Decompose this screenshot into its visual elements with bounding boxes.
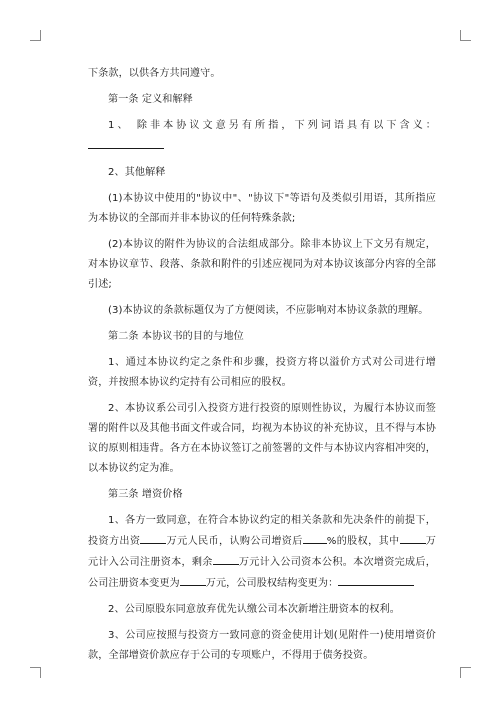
definitions-text: 1、 除非本协议文意另有所指，下列词语具有以下含义： xyxy=(108,120,436,131)
paragraph-other-interpretation: 2、其他解释 xyxy=(108,167,166,178)
article-3-heading: 第三条 增资价格 xyxy=(108,489,183,500)
blank-investment-amount xyxy=(140,531,166,544)
paragraph-purpose-2: 2、本协议系公司引入投资方进行投资的原则性协议，为履行本协议而签署的附件以及其他书面文件或合同，均视为本协议的补充协议，且不得与本协议的原则相违背。各方在本协议签订之前签署的文件与本协议内容相冲突的，以本协议约定为准。 xyxy=(88,403,436,474)
article-1-heading: 第一条 定义和解释 xyxy=(108,94,193,105)
paragraph-purpose-1: 1、通过本协议约定之条件和步骤，投资方将以溢价方式对公司进行增资，并按照本协议约定持有公司相应的股权。 xyxy=(88,357,436,388)
paragraph-continuation: 下条款，以供各方共同遵守。 xyxy=(88,68,221,79)
blank-definitions xyxy=(88,136,164,149)
paragraph-fund-usage: 3、公司应按照与投资方一致同意的资金使用计划(见附件一)使用增资价款，全部增资价款应存于公司的专项账户，不得用于债务投资。 xyxy=(88,630,436,661)
corner-mark-top-right xyxy=(460,30,471,41)
paragraph-waiver-preemptive-right: 2、公司原股东同意放弃优先认缴公司本次新增注册资本的权利。 xyxy=(108,604,400,615)
price-text-3: %的股权，其中 xyxy=(326,536,400,547)
price-text-5: 万元计入公司资本公积。本次增资完成后，公司注册资本变更为 xyxy=(88,557,436,589)
blank-new-registered-capital xyxy=(180,573,206,586)
price-text-6: 万元，公司股权结构变更为： xyxy=(205,578,339,589)
paragraph-capital-increase-price xyxy=(88,511,436,594)
blank-equity-structure xyxy=(338,573,414,586)
document-body xyxy=(88,64,436,672)
blank-capital-reserve-portion xyxy=(213,552,239,565)
blank-registered-capital-portion xyxy=(400,531,426,544)
paragraph-interpretation-1: (1)本协议中使用的"协议中"、"协议下"等语句及类似引用语，其所指应为本协议的全部而并非本协议的任何特殊条款; xyxy=(88,193,436,224)
corner-mark-top-left xyxy=(30,30,41,41)
paragraph-definitions xyxy=(88,116,436,157)
price-text-1: 1、各方一致同意，在符合本协议约定的相关条款和先决条件的前提下，投资方出资 xyxy=(88,515,436,547)
price-text-2: 万元人民币，认购公司增资后 xyxy=(166,536,303,547)
paragraph-interpretation-2: (2)本协议的附件为协议的合法组成部分。除非本协议上下文另有规定，对本协议章节、段落、条款和附件的引述应视同为对本协议该部分内容的全部引述; xyxy=(88,239,436,290)
corner-mark-bottom-left xyxy=(30,667,41,678)
corner-mark-bottom-right xyxy=(460,667,471,678)
blank-equity-percentage xyxy=(303,531,327,544)
price-text-4: 万元计入公司注册资本，剩余 xyxy=(88,536,437,568)
article-2-heading: 第二条 本协议书的目的与地位 xyxy=(108,331,244,342)
paragraph-interpretation-3: (3)本协议的条款标题仅为了方便阅读，不应影响对本协议条款的理解。 xyxy=(108,305,429,316)
